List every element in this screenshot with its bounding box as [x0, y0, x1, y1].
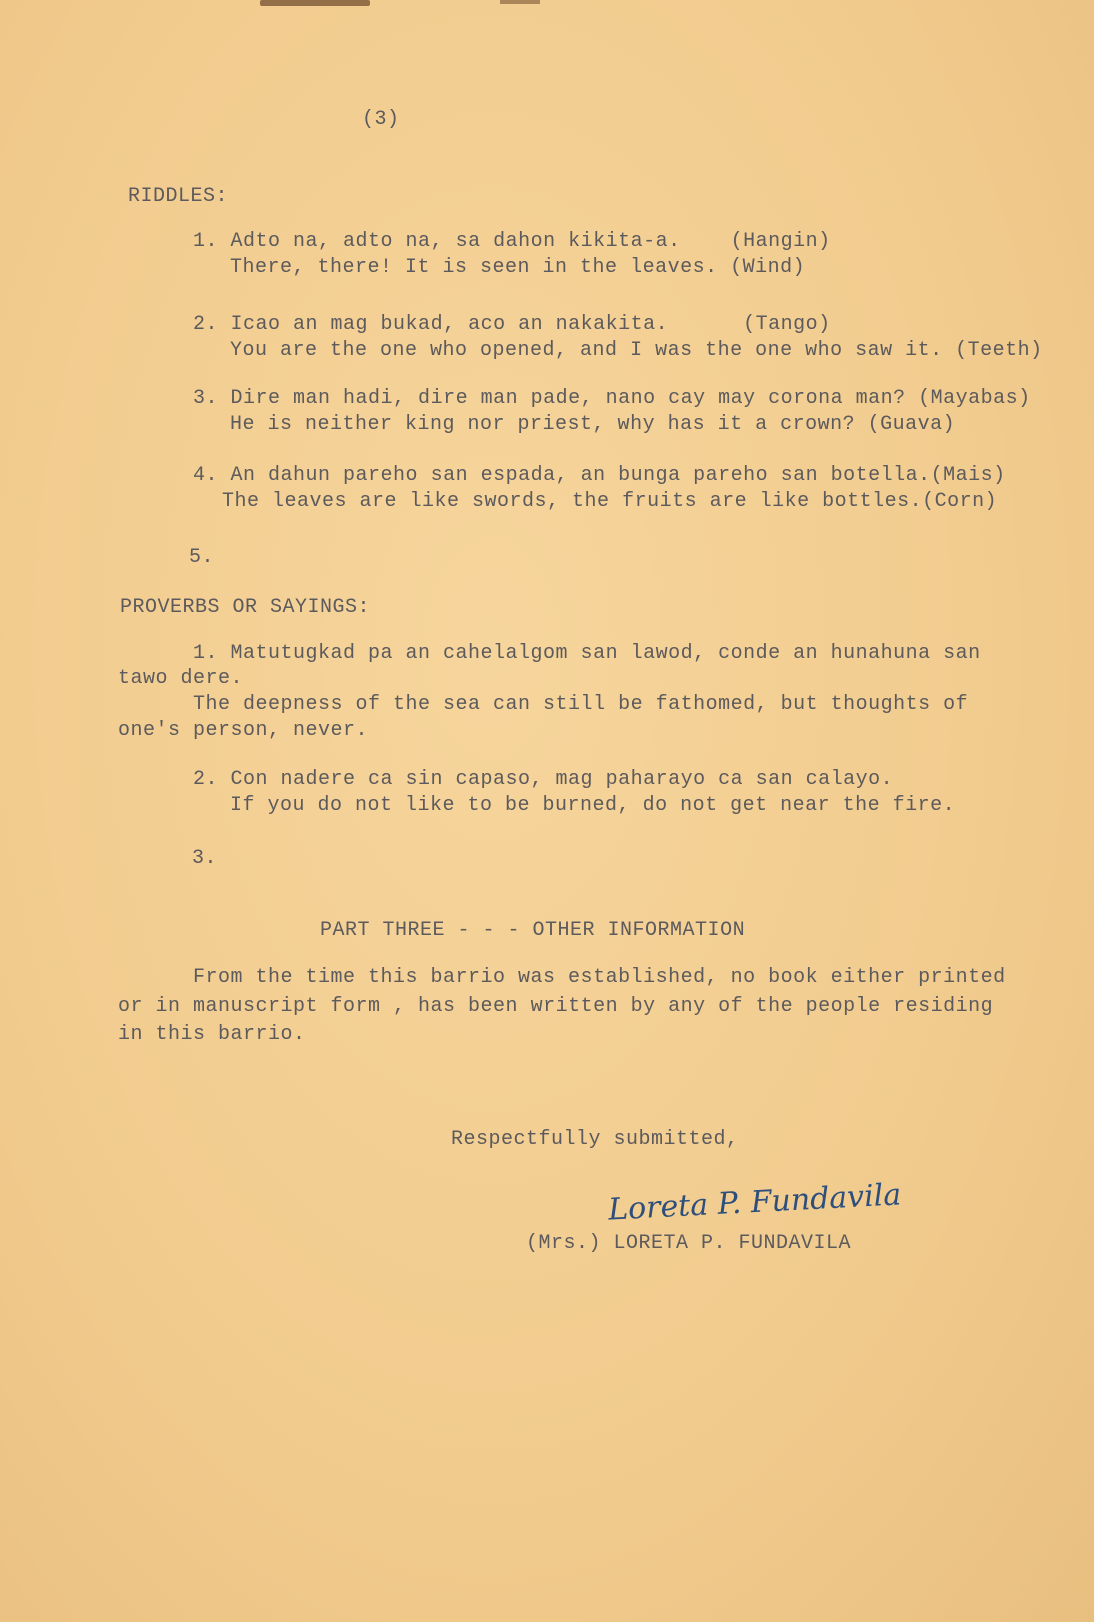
signatory-name: (Mrs.) LORETA P. FUNDAVILA [526, 1232, 852, 1255]
paper-stain [260, 0, 370, 6]
proverb-trailing-number: 3. [192, 847, 218, 870]
paragraph-line: or in manuscript form , has been written by any of the people residing [118, 995, 994, 1018]
paragraph-line: in this barrio. [118, 1023, 306, 1046]
part-three-heading: PART THREE - - - OTHER INFORMATION [320, 919, 746, 942]
proverb-english: one's person, never. [118, 719, 369, 742]
proverb-english: The deepness of the sea can still be fathomed, but thoughts of [193, 693, 969, 716]
riddle-local: 4. An dahun pareho san espada, an bunga pareho san botella.(Mais) [193, 464, 1006, 487]
signature: Loreta P. Fundavila [607, 1177, 903, 1228]
riddle-english: You are the one who opened, and I was the one who saw it. (Teeth) [230, 339, 1043, 362]
page-number: (3) [362, 108, 400, 131]
proverbs-heading: PROVERBS OR SAYINGS: [120, 596, 371, 619]
riddles-heading: RIDDLES: [128, 185, 229, 208]
riddle-trailing-number: 5. [189, 546, 215, 569]
paper-stain [500, 0, 540, 4]
proverb-english: If you do not like to be burned, do not get near the fire. [230, 794, 956, 817]
paragraph-line: From the time this barrio was established, no book either printed [193, 966, 1006, 989]
proverb-local: 1. Matutugkad pa an cahelalgom san lawod, conde an hunahuna san [193, 642, 981, 665]
riddle-english: The leaves are like swords, the fruits are like bottles.(Corn) [222, 490, 998, 513]
riddle-local: 3. Dire man hadi, dire man pade, nano cay may corona man? (Mayabas) [193, 387, 1031, 410]
closing-salutation: Respectfully submitted, [451, 1128, 739, 1151]
riddle-english: He is neither king nor priest, why has it a crown? (Guava) [230, 413, 956, 436]
riddle-local: 2. Icao an mag bukad, aco an nakakita. (Tango) [193, 313, 831, 336]
riddle-local: 1. Adto na, adto na, sa dahon kikita-a. (Hangin) [193, 230, 831, 253]
proverb-local: tawo dere. [118, 667, 244, 690]
proverb-local: 2. Con nadere ca sin capaso, mag paharayo ca san calayo. [193, 768, 894, 791]
riddle-english: There, there! It is seen in the leaves. (Wind) [230, 256, 806, 279]
